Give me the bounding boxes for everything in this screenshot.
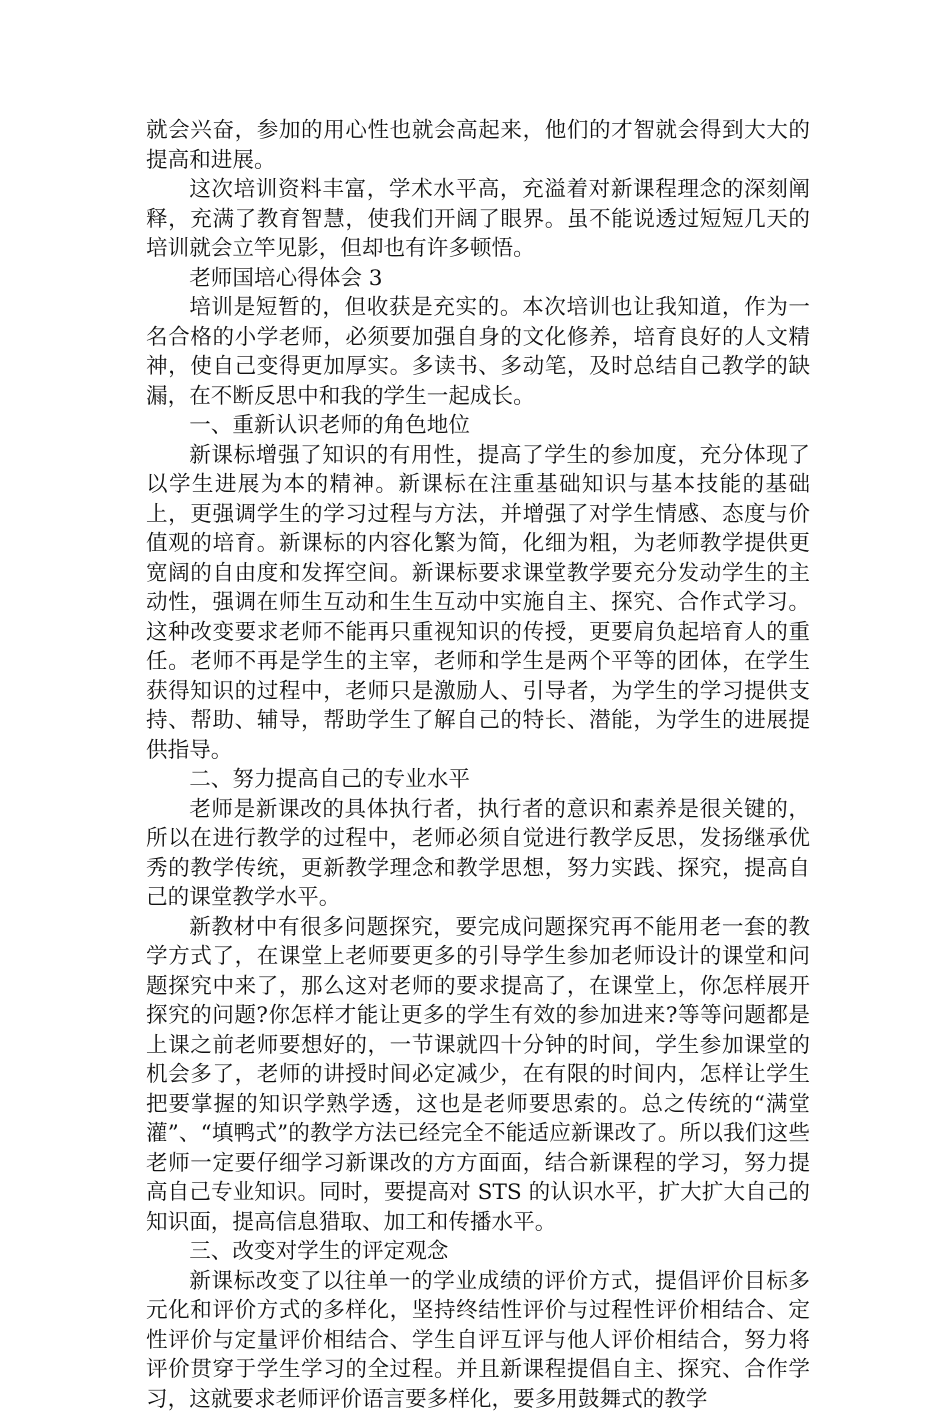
paragraph-evaluation-methods: 新课标改变了以往单一的学业成绩的评价方式，提倡评价目标多元化和评价方式的多样化，坚持终结性评价与过程性评价相结合、定性评价与定量评价相结合、学生自评互评与他人评价相结合，努力将评价贯穿于学生学习的全过程。并且新课程提倡自主、探究、合作学习，这就要求老师评价语言要多样化，要多用鼓舞式的教学	[146, 1267, 810, 1414]
heading-professional-level: 二、努力提高自己的专业水平	[146, 765, 810, 795]
paragraph-inquiry-teaching: 新教材中有很多问题探究，要完成问题探究再不能用老一套的教学方式了，在课堂上老师要更多的引导学生参加老师设计的课堂和问题探究中来了，那么这对老师的要求提高了，在课堂上，你怎样展开探究的问题?你怎样才能让更多的学生有效的参加进来?等等问题都是上课之前老师要想好的，一节课就四十分钟的时间，学生参加课堂的机会多了，老师的讲授时间必定减少，在有限的时间内，怎样让学生把要掌握的知识学熟学透，这也是老师要思索的。总之传统的“满堂灌”、“填鸭式”的教学方法已经完全不能适应新课改了。所以我们这些老师一定要仔细学习新课改的方方面面，结合新课程的学习，努力提高自己专业知识。同时，要提高对 STS 的认识水平，扩大扩大自己的知识面，提高信息猎取、加工和传播水平。	[146, 913, 810, 1238]
heading-student-evaluation: 三、改变对学生的评定观念	[146, 1237, 810, 1267]
heading-teacher-role: 一、重新认识老师的角色地位	[146, 411, 810, 441]
paragraph-teacher-executor: 老师是新课改的具体执行者，执行者的意识和素养是很关键的，所以在进行教学的过程中，老师必须自觉进行教学反思，发扬继承优秀的教学传统，更新教学理念和教学思想，努力实践、探究，提高自己的课堂教学水平。	[146, 795, 810, 913]
paragraph-training-materials: 这次培训资料丰富，学术水平高，充溢着对新课程理念的深刻阐释，充满了教育智慧，使我们开阔了眼界。虽不能说透过短短几天的培训就会立竿见影，但却也有许多顿悟。	[146, 175, 810, 264]
document-body	[146, 116, 810, 1414]
section-title-experience-3: 老师国培心得体会 3	[146, 264, 810, 294]
paragraph-training-short: 培训是短暂的，但收获是充实的。本次培训也让我知道，作为一名合格的小学老师，必须要加强自身的文化修养，培育良好的人文精神，使自己变得更加厚实。多读书、多动笔，及时总结自己教学的缺漏，在不断反思中和我的学生一起成长。	[146, 293, 810, 411]
paragraph-continuation: 就会兴奋，参加的用心性也就会高起来，他们的才智就会得到大大的提高和进展。	[146, 116, 810, 175]
paragraph-new-curriculum: 新课标增强了知识的有用性，提高了学生的参加度，充分体现了以学生进展为本的精神。新课标在注重基础知识与基本技能的基础上，更强调学生的学习过程与方法，并增强了对学生情感、态度与价值观的培育。新课标的内容化繁为简，化细为粗，为老师教学提供更宽阔的自由度和发挥空间。新课标要求课堂教学要充分发动学生的主动性，强调在师生互动和生生互动中实施自主、探究、合作式学习。这种改变要求老师不能再只重视知识的传授，更要肩负起培育人的重任。老师不再是学生的主宰，老师和学生是两个平等的团体，在学生获得知识的过程中，老师只是激励人、引导者，为学生的学习提供支持、帮助、辅导，帮助学生了解自己的特长、潜能，为学生的进展提供指导。	[146, 441, 810, 766]
